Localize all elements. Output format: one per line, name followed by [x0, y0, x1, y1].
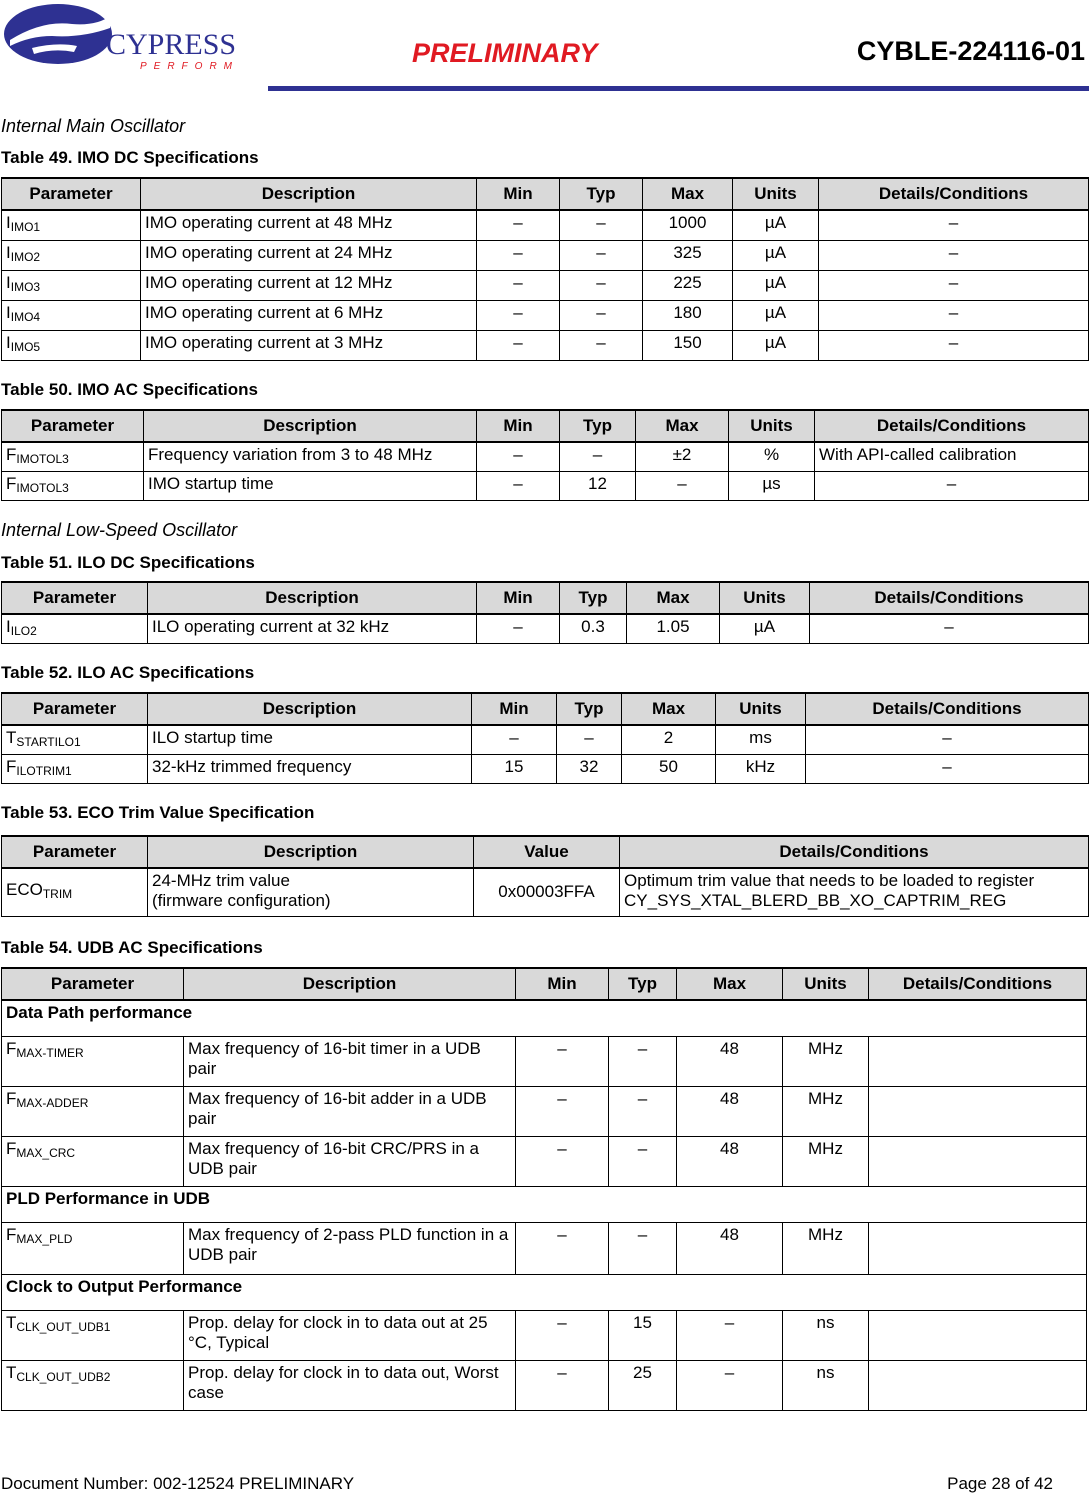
table-row	[2, 1036, 1087, 1086]
typ-cell: –	[560, 442, 636, 472]
parameter-cell: $T_{CLK\_OUT\_UDB2}$	[2, 1360, 184, 1410]
table-row	[2, 1222, 1087, 1274]
description-cell: IMO operating current at 3 MHz	[141, 330, 477, 360]
conditions-cell	[869, 1360, 1087, 1410]
units-cell: %	[729, 442, 815, 472]
description-cell: Prop. delay for clock in to data out, Worst case	[184, 1360, 516, 1410]
min-cell: –	[516, 1310, 609, 1360]
parameter-cell: $F_{MAX-TIMER}$	[2, 1036, 184, 1086]
page-header	[0, 0, 1091, 100]
parameter-cell: $I_{ILO2}$	[2, 614, 148, 644]
max-cell: 2	[622, 725, 716, 755]
col-header: Details/Conditions	[815, 410, 1089, 442]
col-header: Details/Conditions	[869, 968, 1087, 1000]
min-cell: –	[477, 472, 560, 501]
conditions-cell	[869, 1086, 1087, 1136]
parameter-cell: $F_{IMOTOL3}$	[2, 472, 144, 501]
min-cell: 15	[472, 755, 557, 784]
typ-cell: –	[557, 725, 622, 755]
description-cell: IMO operating current at 24 MHz	[141, 240, 477, 270]
preliminary-label: PRELIMINARY	[412, 38, 598, 68]
table-row	[2, 1360, 1087, 1410]
col-header: Description	[184, 968, 516, 1000]
min-cell: –	[516, 1036, 609, 1086]
units-cell: kHz	[716, 755, 806, 784]
description-cell: Max frequency of 16-bit CRC/PRS in a UDB pair	[184, 1136, 516, 1186]
parameter-cell: $F_{ILOTRIM1}$	[2, 755, 148, 784]
table-row	[2, 1136, 1087, 1186]
section-heading-imo: Internal Main Oscillator	[1, 116, 186, 136]
conditions-cell: With API-called calibration	[815, 442, 1089, 472]
min-cell: –	[516, 1222, 609, 1274]
table-row	[2, 725, 1089, 755]
max-cell: –	[636, 472, 729, 501]
table-52-caption: Table 52. ILO AC Specifications	[1, 663, 255, 682]
table-49-caption: Table 49. IMO DC Specifications	[1, 148, 259, 167]
parameter-cell: $I_{IMO3}$	[2, 270, 141, 300]
table-row	[2, 472, 1089, 501]
group-label: Clock to Output Performance	[2, 1274, 1087, 1310]
units-cell: MHz	[783, 1136, 869, 1186]
table-50-caption: Table 50. IMO AC Specifications	[1, 380, 258, 399]
col-header: Parameter	[2, 178, 141, 210]
description-cell: 32-kHz trimmed frequency	[148, 755, 472, 784]
min-cell: –	[516, 1360, 609, 1410]
col-header: Min	[477, 178, 560, 210]
max-cell: 325	[643, 240, 733, 270]
col-header: Description	[148, 836, 474, 868]
typ-cell: 32	[557, 755, 622, 784]
col-header: Units	[733, 178, 819, 210]
col-header: Parameter	[2, 836, 148, 868]
col-header: Description	[141, 178, 477, 210]
conditions-cell	[869, 1310, 1087, 1360]
table-52	[1, 692, 1089, 784]
description-cell: Max frequency of 16-bit adder in a UDB pair	[184, 1086, 516, 1136]
table-row	[2, 1086, 1087, 1136]
description-cell: Frequency variation from 3 to 48 MHz	[144, 442, 477, 472]
table-53-caption: Table 53. ECO Trim Value Specification	[1, 803, 315, 822]
max-cell: 150	[643, 330, 733, 360]
description-cell: IMO operating current at 48 MHz	[141, 210, 477, 240]
description-cell: IMO startup time	[144, 472, 477, 501]
max-cell: 50	[622, 755, 716, 784]
parameter-cell: $I_{IMO5}$	[2, 330, 141, 360]
max-cell: 48	[677, 1086, 783, 1136]
min-cell: –	[516, 1086, 609, 1136]
col-header: Parameter	[2, 968, 184, 1000]
parameter-cell: $F_{IMOTOL3}$	[2, 442, 144, 472]
col-header: Parameter	[2, 582, 148, 614]
min-cell: –	[516, 1136, 609, 1186]
max-cell: 1000	[643, 210, 733, 240]
max-cell: 180	[643, 300, 733, 330]
col-header: Description	[148, 693, 472, 725]
col-header: Typ	[560, 582, 627, 614]
col-header: Details/Conditions	[810, 582, 1089, 614]
max-cell: 48	[677, 1222, 783, 1274]
col-header: Units	[720, 582, 810, 614]
units-cell: µA	[733, 300, 819, 330]
description-cell: 24-MHz trim value (firmware configuration)	[148, 868, 474, 916]
max-cell: 225	[643, 270, 733, 300]
description-cell: Max frequency of 2-pass PLD function in a UDB pair	[184, 1222, 516, 1274]
parameter-cell: $ECO_{TRIM}$	[2, 868, 148, 916]
typ-cell: –	[609, 1222, 677, 1274]
description-cell: Max frequency of 16-bit timer in a UDB pair	[184, 1036, 516, 1086]
description-cell: IMO operating current at 12 MHz	[141, 270, 477, 300]
col-header: Min	[516, 968, 609, 1000]
parameter-cell: $T_{STARTILO1}$	[2, 725, 148, 755]
table-row	[2, 330, 1089, 360]
svg-text:CYPRESS: CYPRESS	[106, 28, 237, 61]
col-header: Min	[477, 410, 560, 442]
conditions-cell: –	[819, 210, 1089, 240]
col-header: Max	[627, 582, 720, 614]
section-heading-ilo: Internal Low-Speed Oscillator	[1, 520, 238, 540]
col-header: Typ	[609, 968, 677, 1000]
parameter-cell: $F_{MAX\_PLD}$	[2, 1222, 184, 1274]
table-54	[1, 967, 1087, 1411]
col-header: Details/Conditions	[806, 693, 1089, 725]
col-header: Value	[474, 836, 620, 868]
conditions-cell	[869, 1222, 1087, 1274]
table-row	[2, 755, 1089, 784]
typ-cell: 25	[609, 1360, 677, 1410]
parameter-cell: $I_{IMO4}$	[2, 300, 141, 330]
col-header: Details/Conditions	[620, 836, 1089, 868]
conditions-cell: –	[806, 755, 1089, 784]
conditions-cell: –	[806, 725, 1089, 755]
col-header: Typ	[560, 178, 643, 210]
col-header: Max	[622, 693, 716, 725]
col-header: Max	[636, 410, 729, 442]
table-51-caption: Table 51. ILO DC Specifications	[1, 553, 255, 572]
group-row	[2, 1274, 1087, 1310]
min-cell: –	[472, 725, 557, 755]
units-cell: µA	[733, 270, 819, 300]
col-header: Parameter	[2, 410, 144, 442]
col-header: Min	[477, 582, 560, 614]
description-cell: ILO startup time	[148, 725, 472, 755]
col-header: Min	[472, 693, 557, 725]
units-cell: µA	[720, 614, 810, 644]
min-cell: –	[477, 210, 560, 240]
typ-cell: –	[560, 210, 643, 240]
footer-document-number: Document Number: 002-12524 PRELIMINARY	[1, 1474, 355, 1493]
units-cell: ns	[783, 1310, 869, 1360]
typ-cell: 12	[560, 472, 636, 501]
table-row	[2, 240, 1089, 270]
table-50	[1, 409, 1089, 501]
typ-cell: –	[560, 330, 643, 360]
table-49	[1, 177, 1089, 361]
conditions-cell	[869, 1136, 1087, 1186]
conditions-cell: –	[819, 300, 1089, 330]
header-rule	[268, 86, 1089, 91]
typ-cell: –	[609, 1136, 677, 1186]
min-cell: –	[477, 442, 560, 472]
table-row	[2, 614, 1089, 644]
table-row	[2, 1310, 1087, 1360]
max-cell: 48	[677, 1136, 783, 1186]
group-row	[2, 1186, 1087, 1222]
units-cell: MHz	[783, 1086, 869, 1136]
typ-cell: 15	[609, 1310, 677, 1360]
col-header: Parameter	[2, 693, 148, 725]
max-cell: –	[677, 1310, 783, 1360]
min-cell: –	[477, 270, 560, 300]
conditions-cell: –	[810, 614, 1089, 644]
col-header: Max	[677, 968, 783, 1000]
parameter-cell: $F_{MAX\_CRC}$	[2, 1136, 184, 1186]
parameter-cell: $F_{MAX-ADDER}$	[2, 1086, 184, 1136]
parameter-cell: $T_{CLK\_OUT\_UDB1}$	[2, 1310, 184, 1360]
col-header: Description	[144, 410, 477, 442]
typ-cell: –	[560, 270, 643, 300]
table-row	[2, 868, 1089, 916]
units-cell: µA	[733, 330, 819, 360]
conditions-cell: –	[819, 270, 1089, 300]
table-51	[1, 581, 1089, 644]
units-cell: ns	[783, 1360, 869, 1410]
group-label: Data Path performance	[2, 1000, 1087, 1036]
table-54-caption: Table 54. UDB AC Specifications	[1, 938, 263, 957]
table-row	[2, 210, 1089, 240]
col-header: Typ	[560, 410, 636, 442]
units-cell: µs	[729, 472, 815, 501]
units-cell: ms	[716, 725, 806, 755]
units-cell: µA	[733, 240, 819, 270]
col-header: Details/Conditions	[819, 178, 1089, 210]
min-cell: –	[477, 614, 560, 644]
table-row	[2, 270, 1089, 300]
table-row	[2, 442, 1089, 472]
col-header: Max	[643, 178, 733, 210]
col-header: Units	[783, 968, 869, 1000]
min-cell: –	[477, 240, 560, 270]
parameter-cell: $I_{IMO1}$	[2, 210, 141, 240]
col-header: Typ	[557, 693, 622, 725]
typ-cell: 0.3	[560, 614, 627, 644]
col-header: Units	[716, 693, 806, 725]
units-cell: MHz	[783, 1222, 869, 1274]
value-cell: 0x00003FFA	[474, 868, 620, 916]
svg-text:PERFORM: PERFORM	[140, 61, 239, 72]
min-cell: –	[477, 330, 560, 360]
footer-page-number: Page 28 of 42	[947, 1474, 1053, 1493]
units-cell: µA	[733, 210, 819, 240]
typ-cell: –	[609, 1086, 677, 1136]
parameter-cell: $I_{IMO2}$	[2, 240, 141, 270]
min-cell: –	[477, 300, 560, 330]
table-row	[2, 300, 1089, 330]
max-cell: ±2	[636, 442, 729, 472]
conditions-cell: Optimum trim value that needs to be loaded to register CY_SYS_XTAL_BLERD_BB_XO_CAPTRIM_REG	[620, 868, 1089, 916]
description-cell: ILO operating current at 32 kHz	[148, 614, 477, 644]
typ-cell: –	[560, 300, 643, 330]
document-id: CYBLE-224116-01	[856, 36, 1085, 66]
max-cell: 1.05	[627, 614, 720, 644]
conditions-cell: –	[819, 330, 1089, 360]
typ-cell: –	[560, 240, 643, 270]
conditions-cell: –	[815, 472, 1089, 501]
conditions-cell	[869, 1036, 1087, 1086]
max-cell: –	[677, 1360, 783, 1410]
description-cell: Prop. delay for clock in to data out at 25 °C, Typical	[184, 1310, 516, 1360]
max-cell: 48	[677, 1036, 783, 1086]
conditions-cell: –	[819, 240, 1089, 270]
typ-cell: –	[609, 1036, 677, 1086]
group-label: PLD Performance in UDB	[2, 1186, 1087, 1222]
col-header: Description	[148, 582, 477, 614]
group-row	[2, 1000, 1087, 1036]
col-header: Units	[729, 410, 815, 442]
table-53	[1, 835, 1089, 917]
description-cell: IMO operating current at 6 MHz	[141, 300, 477, 330]
cypress-logo	[2, 2, 247, 72]
units-cell: MHz	[783, 1036, 869, 1086]
